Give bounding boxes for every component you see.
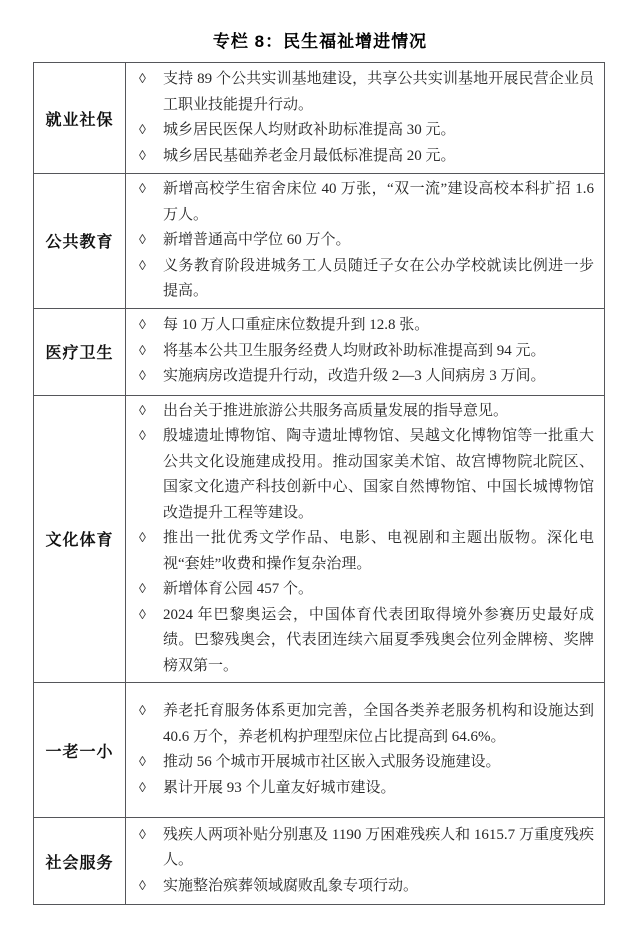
item-text: 每 10 万人口重症床位数提升到 12.8 张。 <box>163 317 430 334</box>
row-label: 医疗卫生 <box>34 308 126 395</box>
item-text: 新增高校学生宿舍床位 40 万张，“双一流”建设高校本科扩招 1.6 万人。 <box>163 181 594 223</box>
list-item <box>126 313 594 339</box>
item-text: 2024 年巴黎奥运会，中国体育代表团取得境外参赛历史最好成绩。巴黎残奥会，代表团连续六届夏季残奥会位列金牌榜、奖牌榜双第一。 <box>163 606 594 674</box>
item-text: 城乡居民基础养老金月最低标准提高 20 元。 <box>163 147 456 164</box>
diamond-bullet-icon: ◊ <box>139 343 146 359</box>
list-item <box>126 399 594 425</box>
diamond-bullet-icon: ◊ <box>139 582 146 597</box>
item-text: 新增普通高中学位 60 万个。 <box>163 232 351 248</box>
item-text: 实施病房改造提升行动，改造升级 2—3 人间病房 3 万间。 <box>163 368 546 385</box>
bullet-list <box>126 63 605 174</box>
diamond-bullet-icon: ◊ <box>139 403 146 419</box>
bullet-list <box>126 818 605 905</box>
item-text: 推出一批优秀文学作品、电影、电视剧和主题出版物。深化电视“套娃”收费和操作复杂治理。 <box>163 530 594 572</box>
diamond-bullet-icon: ◊ <box>139 607 146 623</box>
diamond-bullet-icon: ◊ <box>139 704 146 719</box>
item-text: 养老托育服务体系更加完善，全国各类养老服务机构和设施达到 40.6 万个，养老机构护理型床位占比提高到 64.6%。 <box>163 703 594 745</box>
list-item <box>126 144 594 170</box>
bullet-list <box>126 683 605 818</box>
diamond-bullet-icon: ◊ <box>139 878 146 894</box>
diamond-bullet-icon: ◊ <box>139 148 146 164</box>
row-label: 就业社保 <box>34 63 126 174</box>
diamond-bullet-icon: ◊ <box>139 827 146 843</box>
list-item <box>126 750 594 776</box>
list-item <box>126 577 594 603</box>
row-label: 一老一小 <box>34 683 126 818</box>
list-item <box>126 254 594 305</box>
list-item <box>126 177 594 228</box>
list-item <box>126 823 594 874</box>
list-item <box>126 603 594 680</box>
item-text: 支持 89 个公共实训基地建设，共享公共实训基地开展民营企业员工职业技能提升行动。 <box>163 71 594 113</box>
diamond-bullet-icon: ◊ <box>139 258 146 274</box>
row-label: 社会服务 <box>34 818 126 905</box>
diamond-bullet-icon: ◊ <box>139 429 146 444</box>
list-item <box>126 67 594 118</box>
item-text: 殷墟遗址博物馆、陶寺遗址博物馆、吴越文化博物馆等一批重大公共文化设施建成投用。推动国家美术馆、故宫博物院北院区、国家文化遗产科技创新中心、国家自然博物馆、中国长城博物馆改造提升工程等建设。 <box>163 428 594 521</box>
list-item <box>126 776 594 802</box>
item-text: 出台关于推进旅游公共服务高质量发展的指导意见。 <box>163 402 509 419</box>
diamond-bullet-icon: ◊ <box>139 72 146 87</box>
table-row <box>34 395 605 683</box>
item-text: 新增体育公园 457 个。 <box>163 581 314 597</box>
bullet-list <box>126 308 605 395</box>
table-row <box>34 63 605 174</box>
list-item <box>126 526 594 577</box>
item-text: 将基本公共卫生服务经费人均财政补助标准提高到 94 元。 <box>163 342 546 359</box>
list-item <box>126 364 594 390</box>
bullet-list <box>126 174 605 309</box>
item-text: 推动 56 个城市开展城市社区嵌入式服务设施建设。 <box>163 754 501 770</box>
diamond-bullet-icon: ◊ <box>139 755 146 770</box>
list-item <box>126 339 594 365</box>
list-item <box>126 874 594 900</box>
diamond-bullet-icon: ◊ <box>139 318 146 334</box>
diamond-bullet-icon: ◊ <box>139 123 146 138</box>
item-text: 义务教育阶段进城务工人员随迁子女在公办学校就读比例进一步提高。 <box>163 257 594 299</box>
list-item <box>126 118 594 144</box>
benefits-table <box>33 62 605 905</box>
item-text: 城乡居民医保人均财政补助标准提高 30 元。 <box>163 122 456 138</box>
item-text: 实施整治殡葬领域腐败乱象专项行动。 <box>163 877 419 894</box>
list-item <box>126 228 594 254</box>
diamond-bullet-icon: ◊ <box>139 531 146 546</box>
diamond-bullet-icon: ◊ <box>139 780 146 796</box>
table-row <box>34 683 605 818</box>
diamond-bullet-icon: ◊ <box>139 369 146 385</box>
table-row <box>34 174 605 309</box>
item-text: 残疾人两项补贴分别惠及 1190 万困难残疾人和 1615.7 万重度残疾人。 <box>163 826 594 869</box>
table-row <box>34 818 605 905</box>
item-text: 累计开展 93 个儿童友好城市建设。 <box>163 779 396 796</box>
bullet-list <box>126 395 605 683</box>
diamond-bullet-icon: ◊ <box>139 182 146 197</box>
list-item <box>126 424 594 526</box>
row-label: 公共教育 <box>34 174 126 309</box>
page-title: 专栏 8：民生福祉增进情况 <box>212 32 428 51</box>
list-item <box>126 699 594 750</box>
table-row <box>34 308 605 395</box>
diamond-bullet-icon: ◊ <box>139 233 146 248</box>
row-label: 文化体育 <box>34 395 126 683</box>
